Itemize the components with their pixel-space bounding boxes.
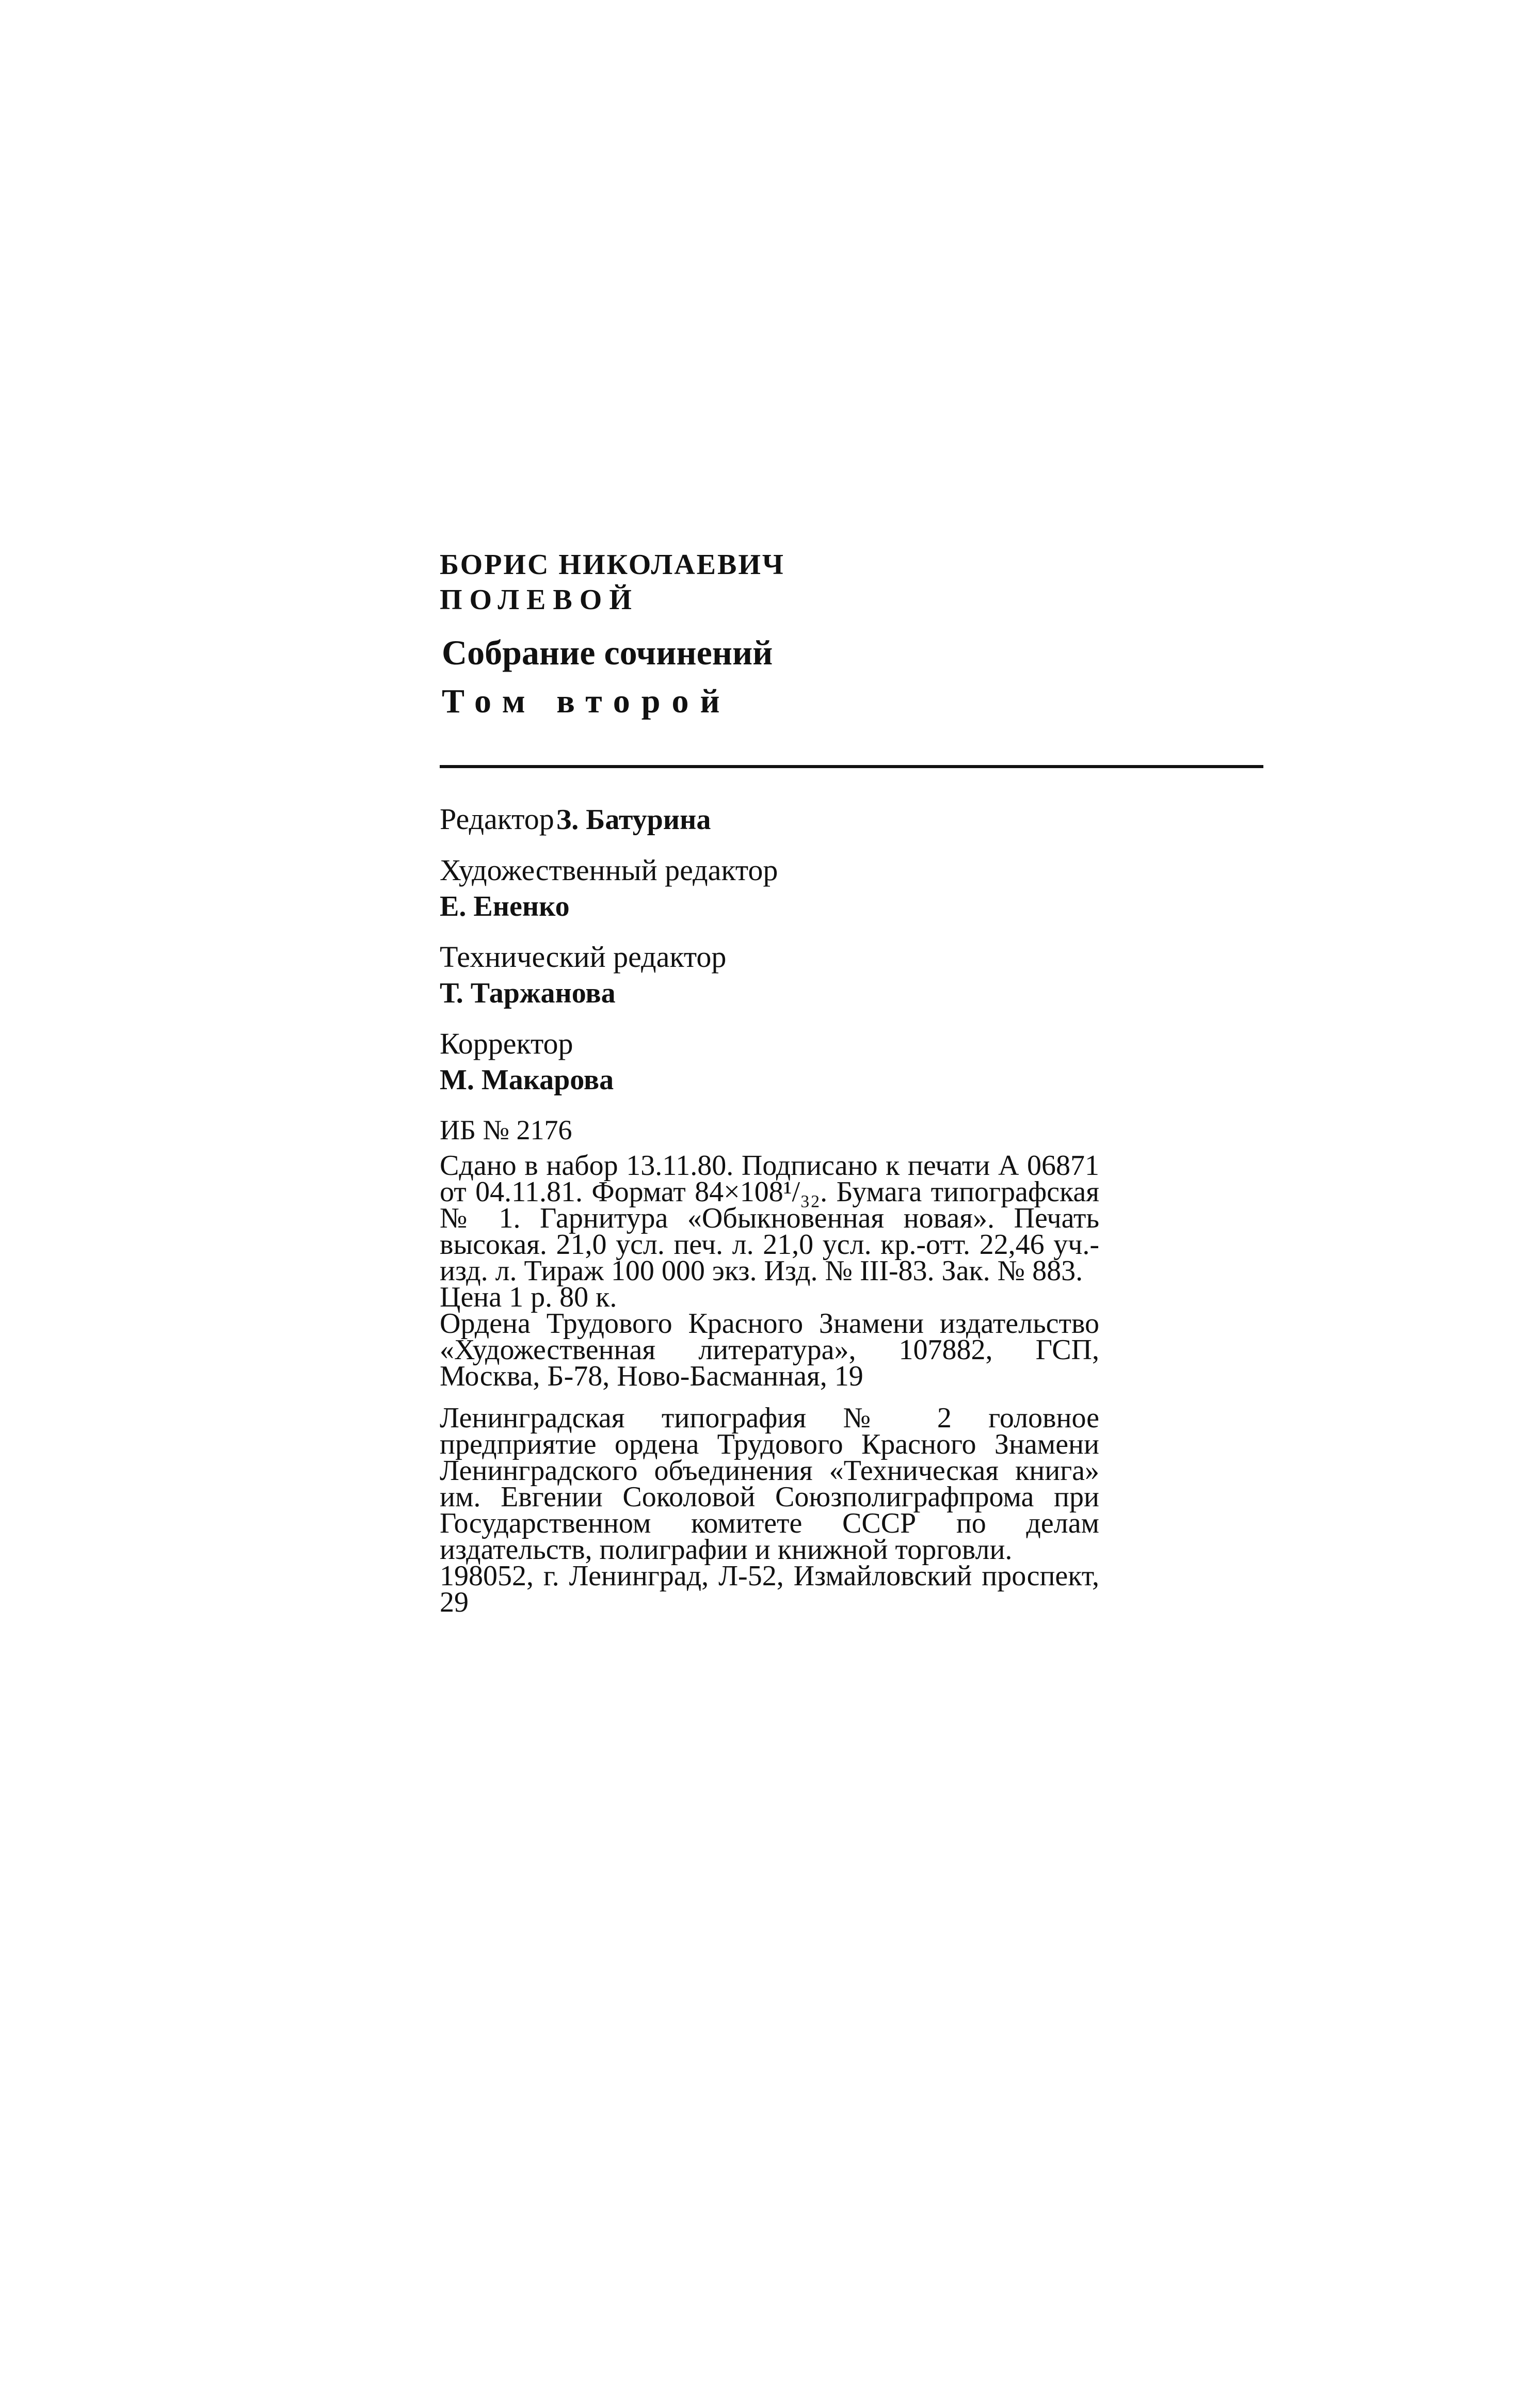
divider-rule xyxy=(440,765,1263,768)
credit-proofreader xyxy=(440,1026,1265,1098)
credit-role: Редактор xyxy=(440,802,554,836)
credit-role: Технический редактор xyxy=(440,940,727,974)
imprint-page xyxy=(440,547,1265,1616)
price: Цена 1 р. 80 к. xyxy=(440,1281,617,1313)
publisher-info: Ордена Трудового Красного Знамени издательство «Художественная литература», 107882, ГСП, Москва, Б-78, Ново-Басманная, 19 xyxy=(440,1308,1099,1392)
credit-name: Т. Таржанова xyxy=(440,977,616,1009)
credit-name: З. Батурина xyxy=(556,804,711,836)
credits-list xyxy=(440,801,1265,1098)
credit-technical-editor xyxy=(440,939,1265,1011)
printer-info: Ленинградская типография № 2 головное предприятие ордена Трудового Красного Знамени Ленинградского объединения «Техническая книга» им. Евгении Соколовой Союзполиграфпрома при Государственном комитете СССР по делам издательств, полиграфии и книжной торговли. xyxy=(440,1402,1099,1566)
credit-name: Е. Ененко xyxy=(440,890,570,922)
author-surname: ПОЛЕВОЙ xyxy=(440,584,639,616)
publication-details: Сдано в набор 13.11.80. Подписано к печати А 06871 от 04.11.81. Формат 84×108¹/₃₂. Бумага типографская № 1. Гарнитура «Обыкновенная новая». Печать высокая. 21,0 усл. печ. л. 21,0 усл. кр.-отт. 22,46 уч.-изд. л. Тираж 100 000 экз. Изд. № III-83. Зак. № 883. xyxy=(440,1150,1099,1287)
credit-art-editor xyxy=(440,852,1265,925)
credit-editor xyxy=(440,801,1265,838)
author-name: БОРИС НИКОЛАЕВИЧ xyxy=(440,549,785,581)
printer-address: 198052, г. Ленинград, Л-52, Измайловский проспект, 29 xyxy=(440,1560,1099,1618)
credit-name: М. Макарова xyxy=(440,1064,614,1096)
work-title: Собрание сочинений xyxy=(442,633,773,672)
credit-role: Художественный редактор xyxy=(440,853,778,887)
volume-title: Том второй xyxy=(442,682,731,720)
ib-number: ИБ № 2176 xyxy=(440,1115,572,1145)
credit-role: Корректор xyxy=(440,1027,573,1060)
